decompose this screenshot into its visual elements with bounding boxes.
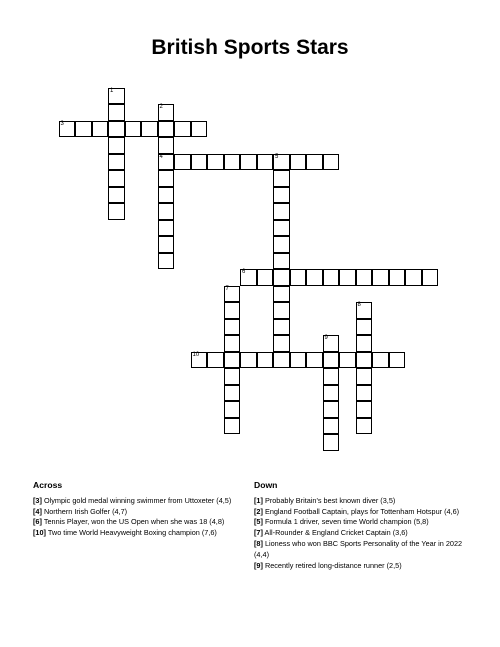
clue-text: All-Rounder & England Cricket Captain (3,6) — [262, 528, 408, 538]
grid-cell[interactable] — [273, 286, 290, 303]
grid-cell[interactable] — [108, 88, 125, 105]
across-heading: Across — [33, 480, 63, 490]
grid-cell[interactable] — [273, 253, 290, 270]
grid-cell[interactable] — [273, 203, 290, 220]
grid-cell[interactable] — [306, 269, 323, 286]
cell-number: 4 — [159, 153, 163, 160]
clue-down-7 — [254, 528, 469, 539]
grid-cell[interactable] — [339, 352, 356, 369]
clue-number: [5] — [254, 517, 263, 527]
grid-cell[interactable] — [224, 385, 241, 402]
grid-cell[interactable] — [158, 187, 175, 204]
grid-cell[interactable] — [290, 269, 307, 286]
clue-text: Lioness who won BBC Sports Personality of the Year in 2022 (4,4) — [254, 538, 463, 559]
clue-down-9 — [254, 561, 469, 572]
clue-number: [8] — [254, 538, 263, 548]
grid-cell[interactable] — [273, 187, 290, 204]
clue-text: Probably Britain's best known diver (3,5) — [262, 495, 396, 505]
grid-cell[interactable] — [108, 104, 125, 121]
grid-cell[interactable] — [59, 121, 76, 138]
clue-number: [4] — [33, 506, 42, 516]
grid-cell[interactable] — [158, 154, 175, 171]
grid-cell[interactable] — [240, 154, 257, 171]
grid-cell[interactable] — [273, 352, 290, 369]
grid-cell[interactable] — [323, 154, 340, 171]
grid-cell[interactable] — [273, 319, 290, 336]
grid-cell[interactable] — [108, 203, 125, 220]
grid-cell[interactable] — [108, 154, 125, 171]
clue-number: [6] — [33, 517, 42, 527]
grid-cell[interactable] — [356, 385, 373, 402]
cell-number: 5 — [275, 153, 279, 160]
clue-text: Tennis Player, won the US Open when she was 18 (4,8) — [41, 517, 225, 527]
grid-cell[interactable] — [257, 269, 274, 286]
grid-cell[interactable] — [356, 368, 373, 385]
cell-number: 3 — [60, 120, 64, 127]
clue-number: [3] — [33, 495, 42, 505]
clue-across-4 — [33, 507, 248, 518]
grid-cell[interactable] — [125, 121, 142, 138]
grid-cell[interactable] — [207, 352, 224, 369]
grid-cell[interactable] — [158, 220, 175, 237]
grid-cell[interactable] — [356, 269, 373, 286]
clue-number: [9] — [254, 560, 263, 570]
grid-cell[interactable] — [224, 401, 241, 418]
cell-number: 7 — [225, 285, 229, 292]
grid-cell[interactable] — [191, 154, 208, 171]
grid-cell[interactable] — [405, 269, 422, 286]
grid-cell[interactable] — [290, 352, 307, 369]
grid-cell[interactable] — [323, 418, 340, 435]
grid-cell[interactable] — [75, 121, 92, 138]
clue-across-10 — [33, 528, 248, 539]
down-clues — [254, 480, 469, 571]
grid-cell[interactable] — [273, 154, 290, 171]
grid-cell[interactable] — [290, 154, 307, 171]
grid-cell[interactable] — [422, 269, 439, 286]
grid-cell[interactable] — [372, 269, 389, 286]
grid-cell[interactable] — [191, 352, 208, 369]
page-title: British Sports Stars — [151, 36, 349, 59]
grid-cell[interactable] — [372, 352, 389, 369]
clue-across-6 — [33, 517, 248, 528]
grid-cell[interactable] — [158, 236, 175, 253]
grid-cell[interactable] — [273, 220, 290, 237]
clue-down-8 — [254, 539, 469, 561]
grid-cell[interactable] — [207, 154, 224, 171]
grid-cell[interactable] — [389, 269, 406, 286]
grid-cell[interactable] — [224, 154, 241, 171]
grid-cell[interactable] — [323, 269, 340, 286]
grid-cell[interactable] — [356, 352, 373, 369]
down-heading: Down — [254, 480, 278, 490]
grid-cell[interactable] — [323, 368, 340, 385]
grid-cell[interactable] — [174, 154, 191, 171]
grid-cell[interactable] — [158, 203, 175, 220]
grid-cell[interactable] — [224, 368, 241, 385]
grid-cell[interactable] — [240, 352, 257, 369]
clue-down-1 — [254, 496, 469, 507]
across-clues — [33, 480, 248, 539]
clue-text: England Football Captain, plays for Tottenham Hotspur (4,6) — [262, 506, 460, 516]
clue-down-2 — [254, 507, 469, 518]
grid-cell[interactable] — [306, 154, 323, 171]
grid-cell[interactable] — [141, 121, 158, 138]
grid-cell[interactable] — [108, 137, 125, 154]
grid-cell[interactable] — [108, 187, 125, 204]
clue-across-3 — [33, 496, 248, 507]
grid-cell[interactable] — [108, 121, 125, 138]
grid-cell[interactable] — [323, 352, 340, 369]
grid-cell[interactable] — [224, 302, 241, 319]
grid-cell[interactable] — [158, 170, 175, 187]
grid-cell[interactable] — [339, 269, 356, 286]
grid-cell[interactable] — [108, 170, 125, 187]
clue-text: Northern Irish Golfer (4,7) — [41, 506, 128, 516]
grid-cell[interactable] — [356, 335, 373, 352]
cell-number: 2 — [159, 104, 163, 110]
clue-text: Olympic gold medal winning swimmer from Uttoxeter (4,5) — [41, 495, 232, 505]
grid-cell[interactable] — [158, 137, 175, 154]
grid-cell[interactable] — [158, 253, 175, 270]
grid-cell[interactable] — [356, 302, 373, 319]
grid-cell[interactable] — [273, 335, 290, 352]
cell-number: 1 — [110, 87, 114, 94]
grid-cell[interactable] — [257, 154, 274, 171]
grid-cell[interactable] — [323, 401, 340, 418]
clue-number: [1] — [254, 495, 263, 505]
grid-cell[interactable] — [323, 434, 340, 451]
grid-cell[interactable] — [273, 170, 290, 187]
grid-cell[interactable] — [224, 335, 241, 352]
grid-cell[interactable] — [356, 319, 373, 336]
grid-cell[interactable] — [273, 269, 290, 286]
grid-cell[interactable] — [240, 269, 257, 286]
grid-cell[interactable] — [158, 121, 175, 138]
clue-down-5 — [254, 517, 469, 528]
grid-cell[interactable] — [356, 418, 373, 435]
grid-cell[interactable] — [389, 352, 406, 369]
clue-text: Two time World Heavyweight Boxing champion (7,6) — [45, 528, 217, 538]
grid-cell[interactable] — [158, 104, 175, 121]
grid-cell[interactable] — [306, 352, 323, 369]
cell-number: 8 — [357, 302, 361, 308]
grid-cell[interactable] — [323, 385, 340, 402]
cell-number: 9 — [324, 335, 328, 341]
cell-number: 10 — [192, 351, 200, 358]
cell-number: 6 — [242, 269, 246, 275]
grid-cell[interactable] — [92, 121, 109, 138]
grid-cell[interactable] — [257, 352, 274, 369]
grid-cell[interactable] — [224, 319, 241, 336]
clue-number: [2] — [254, 506, 263, 516]
clue-text: Recently retired long-distance runner (2,5) — [262, 560, 402, 570]
grid-cell[interactable] — [224, 418, 241, 435]
grid-cell[interactable] — [273, 302, 290, 319]
clue-number: [10] — [33, 528, 46, 538]
clue-number: [7] — [254, 528, 263, 538]
grid-cell[interactable] — [224, 286, 241, 303]
grid-cell[interactable] — [174, 121, 191, 138]
grid-cell[interactable] — [356, 401, 373, 418]
grid-cell[interactable] — [323, 335, 340, 352]
grid-cell[interactable] — [191, 121, 208, 138]
clue-text: Formula 1 driver, seven time World champion (5,8) — [262, 517, 429, 527]
grid-cell[interactable] — [273, 236, 290, 253]
grid-cell[interactable] — [224, 352, 241, 369]
